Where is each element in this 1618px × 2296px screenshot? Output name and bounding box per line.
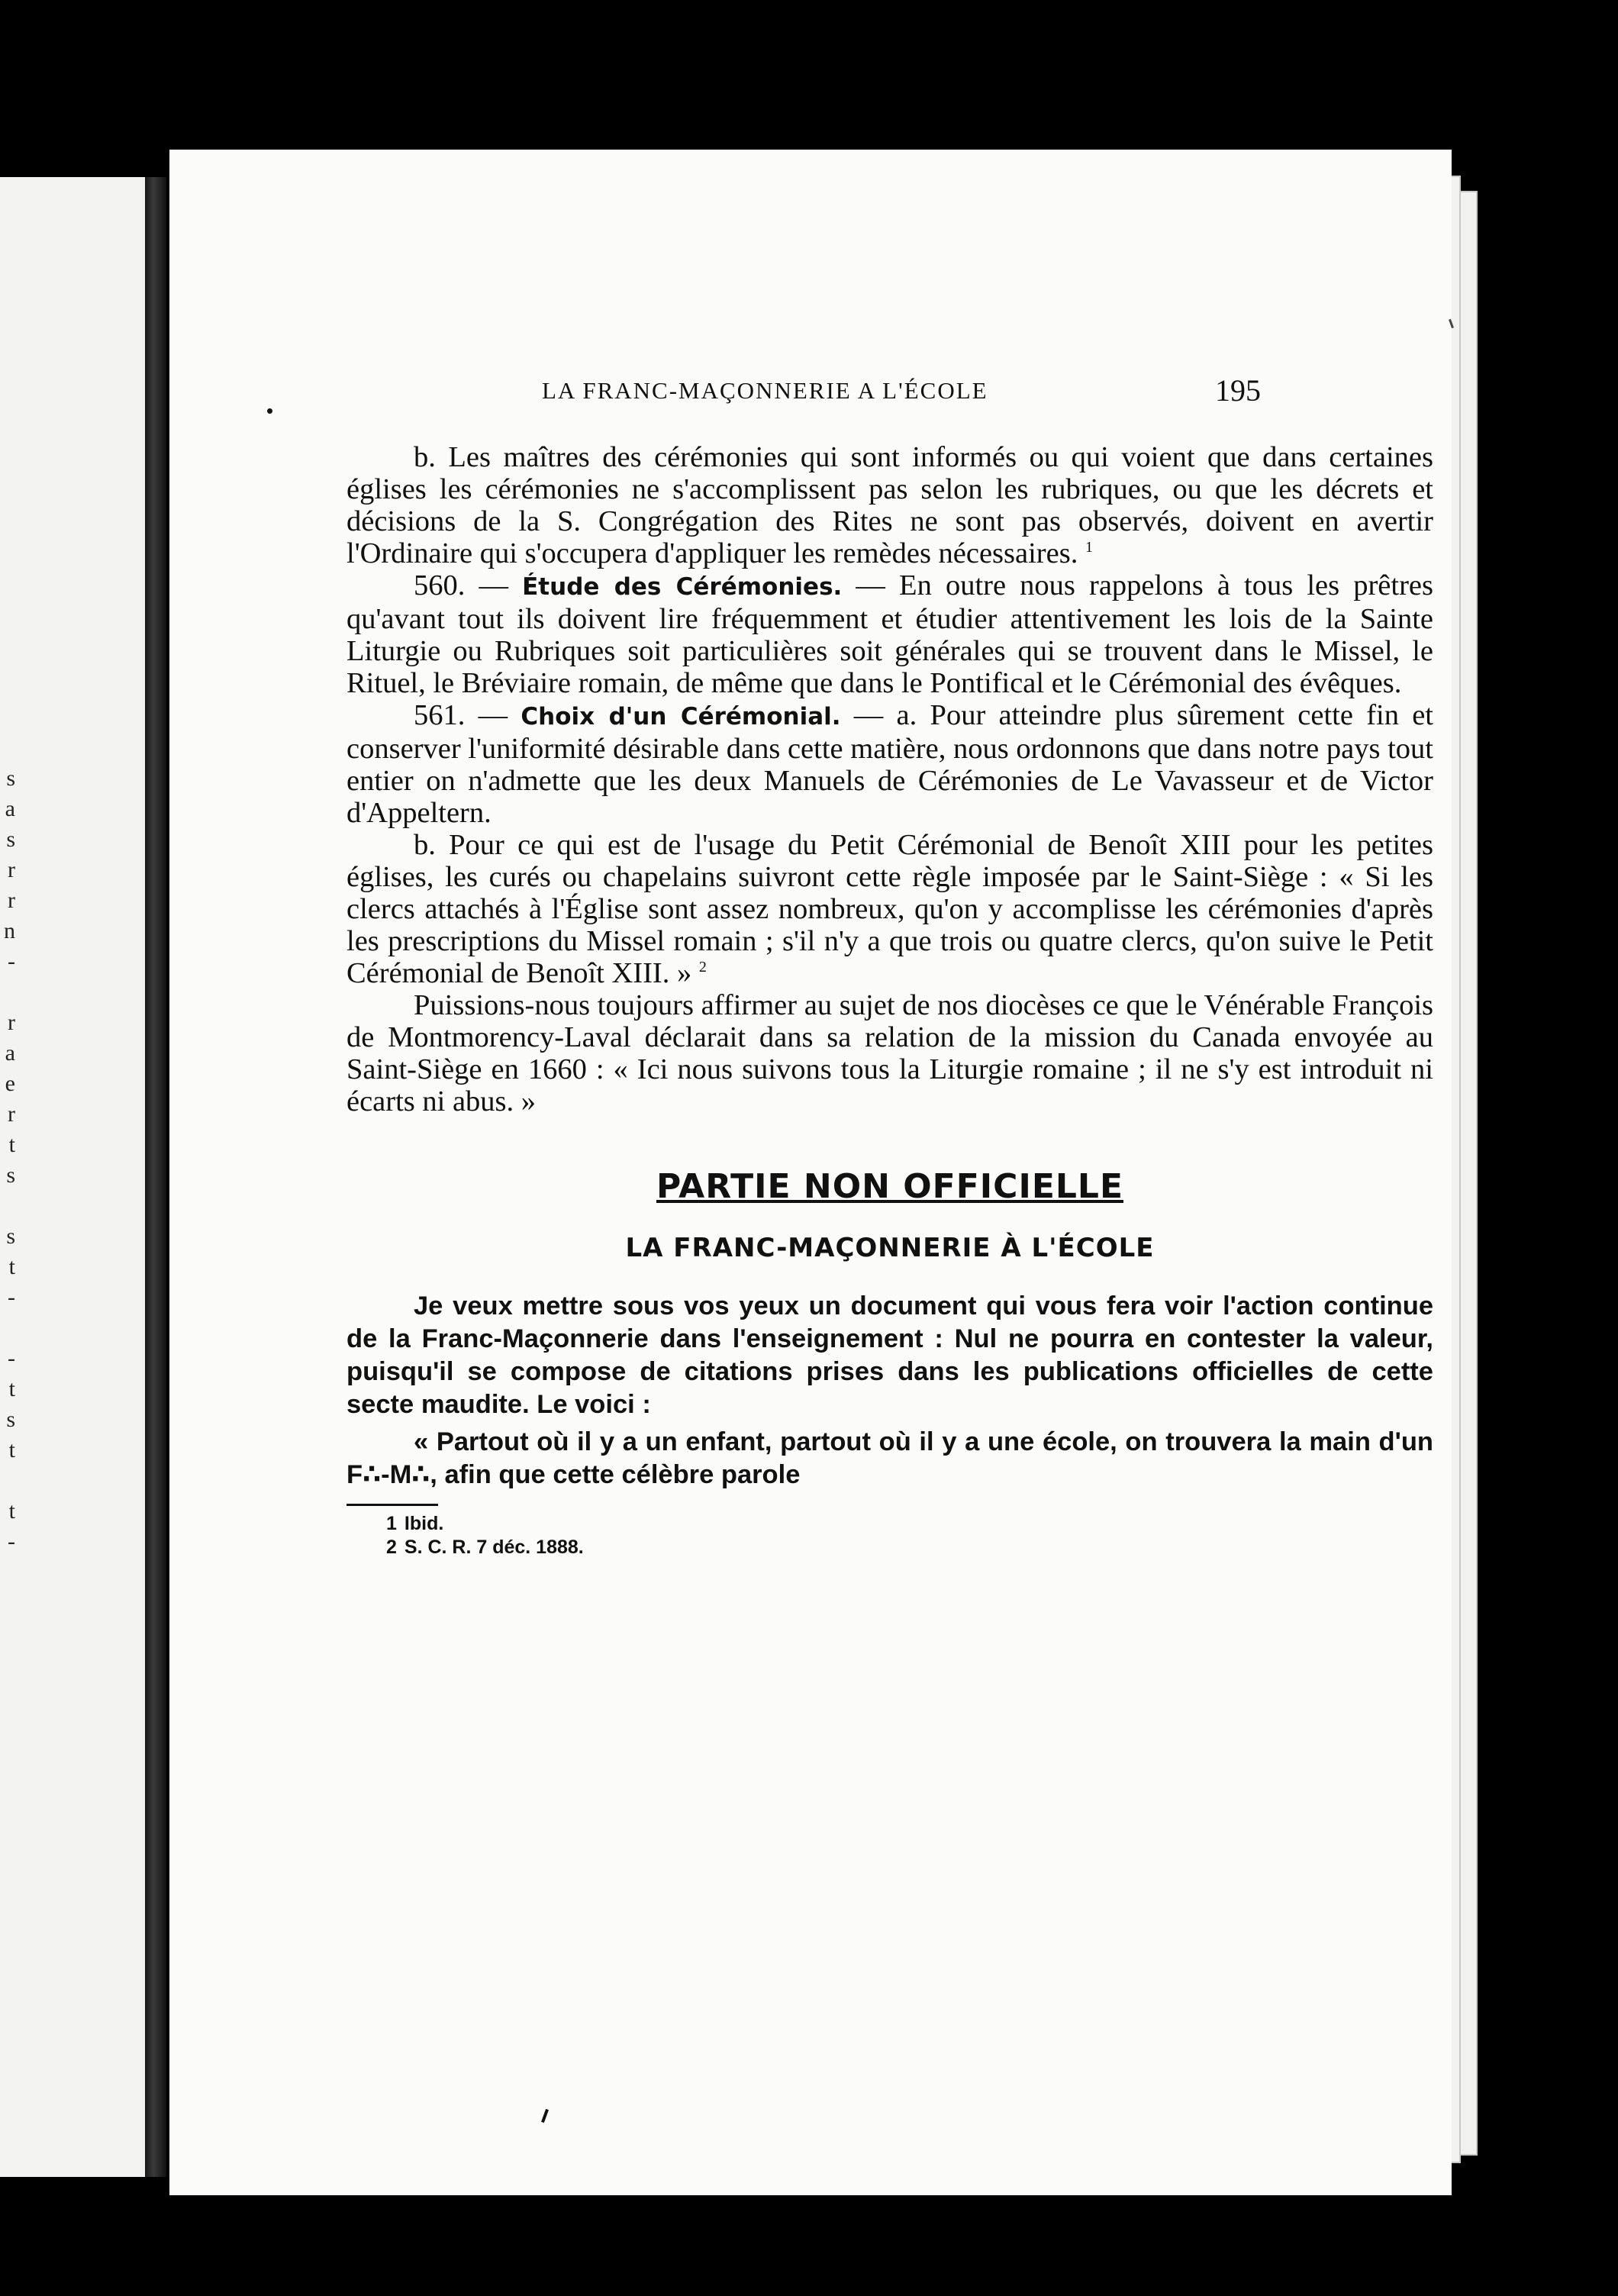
book-gutter [145,177,166,2177]
left-page-letter: t [8,1132,15,1157]
paragraph [346,569,1433,699]
paragraph-text: Puissions-nous toujours affirmer au sujet de nos diocèses ce que le Vénérable François de Montmorency-Laval déclarait dans sa relation de la mission du Canada envoyée au Saint-Siège en 1660 : « Ici nous suivons tous la Liturgie romaine ; il ne s'y est introduit ni écarts ni abus. » [346,989,1433,1117]
paragraph [346,829,1433,989]
article-paragraph: « Partout où il y a un enfant, partout où il y a une école, on trouvera la main d'un F∴-M∴, afin que cette célèbre parole [346,1427,1433,1489]
paragraph-text: — a. Pour atteindre plus sûrement cette fin et conserver l'uniformité désirable dans cette matière, nous ordonnons que dans notre pays tout entier on n'admette que les deux Manuels de Cérémonies de Le Vavasseur et de Victor d'Appeltern. [346,699,1434,829]
left-page-letter [0,977,15,1008]
left-page-letter: a [5,796,15,821]
left-page-letter: s [6,827,15,852]
left-page-letter [0,1313,15,1343]
left-page-letter: s [6,1163,15,1188]
footnote-text: S. C. R. 7 déc. 1888. [404,1537,584,1558]
footnote [386,1536,1433,1559]
left-page-letter: r [8,888,15,913]
running-title: LA FRANC-MAÇONNERIE A L'ÉCOLE [542,377,988,404]
left-page-letter: r [8,1101,15,1127]
paragraph-text: b. Les maîtres des cérémonies qui sont informés ou qui voient que dans certaines églises les cérémonies ne s'accomplissent pas selon les rubriques, ou que les décrets et décisions de la S. Congrégation des Rites ne sont pas observés, doivent en avertir l'Ordinaire qui s'occupera d'appliquer les remèdes nécessaires. [346,441,1433,569]
article-number: 561. — [414,699,508,731]
left-page-letter: - [8,1529,15,1554]
left-page-letter: s [6,1407,15,1432]
paragraph-text: b. Pour ce qui est de l'usage du Petit Cérémonial de Benoît XIII pour les petites églises, les curés ou chapelains suivront cette règle imposée par le Saint-Siège : « Si les clercs attachés à l'Église sont assez nombreux, qu'on y accomplisse les cérémonies d'après les prescriptions du Missel romain ; s'il n'y a que trois ou quatre clercs, qu'on suive le Petit Cérémonial de Benoît XIII. » [346,829,1433,989]
article-heading: Choix d'un Cérémonial. [521,703,841,730]
running-header [169,372,1452,418]
paragraph [346,699,1433,829]
left-page-letters [0,763,15,1557]
footnote-text: Ibid. [404,1513,444,1534]
article-number: 560. — [414,569,508,601]
left-page-letter: r [8,857,15,882]
left-page-letter: a [5,1040,15,1066]
article-paragraph: Je veux mettre sous vos yeux un document qui vous fera voir l'action continue de la Franc-Maçonnerie dans l'enseignement : Nul ne pourra en contester la valeur, puisqu'il se compose de citations prises dans les publications officielles de cette secte maudite. Le voici : [346,1292,1433,1419]
page-number: 195 [1215,373,1261,408]
page-content [169,150,1452,2195]
left-page-letter: - [8,1346,15,1371]
left-page-letter [0,1466,15,1496]
left-page-letter: n [4,918,15,943]
left-page-letter: - [8,949,15,974]
footnote [386,1512,1433,1536]
article-title: LA FRANC-MAÇONNERIE À L'ÉCOLE [625,1233,1155,1263]
left-page-letter: t [8,1437,15,1462]
article-heading: Étude des Cérémonies. [522,573,843,601]
footnote-number: 2 [386,1537,397,1558]
left-page-letter [0,1191,15,1221]
section-heading: PARTIE NON OFFICIELLE [656,1167,1124,1206]
paragraph [346,989,1433,1117]
footnote-ref: 2 [698,959,707,976]
left-page-edge [0,177,145,2177]
left-page-letter: - [8,1285,15,1310]
left-page-letter: t [8,1376,15,1401]
footnotes [346,1512,1433,1559]
footnote-number: 1 [386,1513,397,1534]
left-page-letter: t [8,1254,15,1279]
paragraph-text: — En outre nous rappelons à tous les prêtres qu'avant tout ils doivent lire fréquemment et étudier attentivement les lois de la Sainte Liturgie ou Rubriques soit particulières soit générales qui se trouvent dans le Missel, le Rituel, le Bréviaire romain, de même que dans le Pontifical et le Cérémonial des évêques. [346,569,1433,699]
footnote-rule [346,1504,438,1506]
footnote-ref: 1 [1085,539,1093,556]
left-page-letter: t [8,1498,15,1524]
left-page-letter: e [5,1071,15,1096]
left-page-letter: r [8,1010,15,1035]
left-page-letter: s [6,766,15,791]
left-page-letter: s [6,1224,15,1249]
body-text [346,441,1433,1559]
paragraph [346,441,1433,569]
